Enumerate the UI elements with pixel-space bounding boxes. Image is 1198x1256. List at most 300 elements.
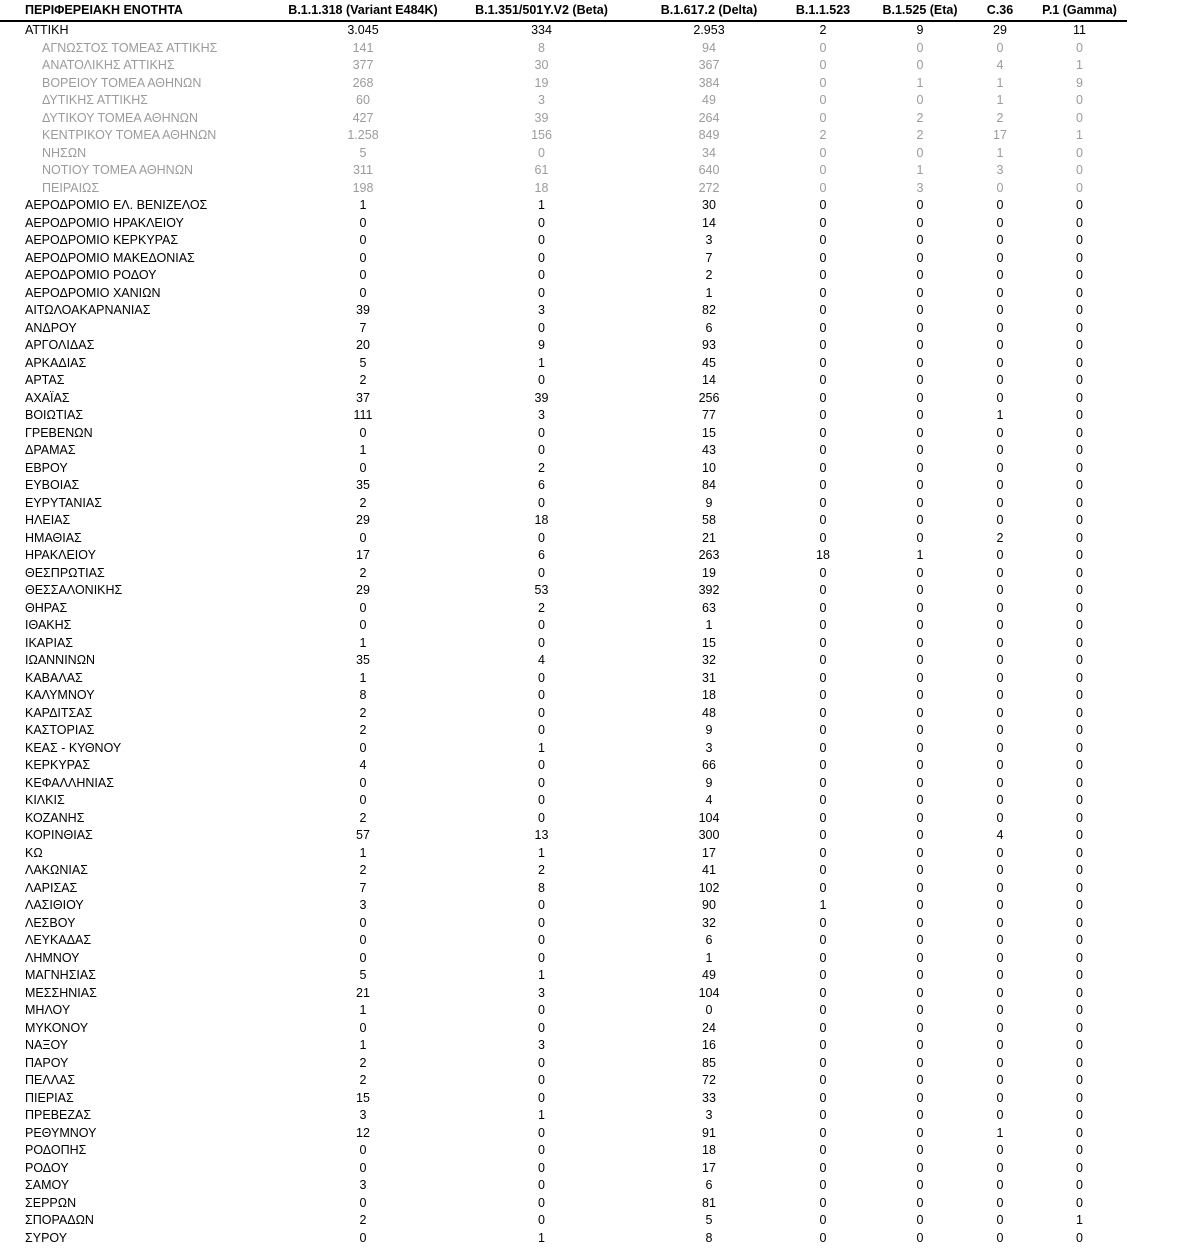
cases-eta: 0	[916, 705, 924, 720]
cases-c36: 2	[996, 110, 1004, 125]
cases-b11318: 0	[359, 775, 367, 790]
regional-unit-name: ΑΡΤΑΣ	[25, 373, 65, 387]
cases-eta: 0	[916, 443, 924, 457]
cases-b11318: 3.045	[347, 23, 379, 37]
header-variant-c36: C.36	[968, 0, 1032, 21]
regional-unit-name: ΝΟΤΙΟΥ ΤΟΜΕΑ ΑΘΗΝΩΝ	[42, 163, 194, 177]
cases-c36: 0	[996, 268, 1004, 282]
cases-b11318: 2	[359, 705, 367, 720]
cases-b11523: 0	[819, 705, 827, 720]
cases-c36: 0	[996, 933, 1004, 947]
cases-eta: 0	[916, 303, 924, 317]
regional-unit-name: ΚΕΡΚΥΡΑΣ	[25, 758, 91, 772]
cases-eta: 0	[916, 635, 924, 650]
cases-beta: 0	[538, 1073, 545, 1087]
cases-b11318: 1	[359, 443, 367, 457]
cases-delta: 45	[702, 355, 716, 370]
table-row	[0, 337, 1127, 355]
cases-b11318: 0	[359, 618, 367, 632]
cases-c36: 0	[996, 1020, 1004, 1035]
table-row	[0, 425, 1127, 443]
cases-b11523: 0	[819, 933, 827, 947]
cases-b11523: 0	[819, 58, 827, 72]
cases-b11318: 8	[359, 688, 367, 702]
cases-eta: 0	[916, 775, 924, 790]
table-subrow	[0, 180, 1127, 198]
cases-b11523: 0	[819, 1160, 827, 1175]
cases-c36: 0	[996, 1160, 1004, 1175]
cases-delta: 9	[705, 495, 713, 510]
cases-b11523: 0	[819, 915, 827, 930]
cases-gamma: 0	[1076, 985, 1083, 1000]
regional-unit-name: ΑΕΡΟΔΡΟΜΙΟ ΚΕΡΚΥΡΑΣ	[25, 233, 179, 247]
cases-gamma: 0	[1076, 583, 1083, 597]
header-variant-beta: B.1.351/501Y.V2 (Beta)	[439, 0, 644, 21]
cases-eta: 0	[916, 828, 924, 842]
cases-b11318: 0	[359, 933, 367, 947]
cases-delta: 3	[705, 233, 713, 247]
regional-unit-name: ΜΗΛΟΥ	[25, 1003, 71, 1017]
cases-beta: 0	[538, 285, 545, 300]
cases-delta: 5	[705, 1213, 713, 1227]
cases-beta: 13	[534, 828, 549, 842]
cases-b11318: 7	[359, 320, 367, 335]
cases-eta: 0	[916, 810, 924, 825]
cases-delta: 63	[702, 600, 716, 615]
cases-b11318: 0	[359, 285, 367, 300]
cases-beta: 3	[538, 93, 545, 107]
cases-beta: 2	[538, 600, 545, 615]
cases-beta: 18	[534, 513, 549, 527]
cases-eta: 1	[916, 163, 924, 177]
table-row	[0, 1195, 1127, 1213]
cases-delta: 19	[702, 565, 716, 580]
table-header-row	[0, 0, 1127, 21]
cases-beta: 0	[538, 1195, 545, 1210]
regional-unit-name: ΑΙΤΩΛΟΑΚΑΡΝΑΝΙΑΣ	[25, 303, 151, 317]
cases-b11318: 2	[359, 565, 367, 580]
regional-unit-name: ΣΑΜΟΥ	[25, 1178, 70, 1192]
regional-unit-name: ΚΑΒΑΛΑΣ	[25, 670, 83, 685]
cases-b11523: 0	[819, 845, 827, 860]
cases-c36: 0	[996, 180, 1004, 195]
table-row	[0, 792, 1127, 810]
header-variant-b11318: B.1.1.318 (Variant E484K)	[287, 0, 439, 21]
cases-b11318: 21	[356, 985, 370, 1000]
cases-eta: 0	[916, 233, 924, 247]
cases-gamma: 0	[1076, 530, 1083, 545]
cases-eta: 0	[916, 1125, 924, 1140]
cases-gamma: 1	[1076, 1213, 1083, 1227]
cases-gamma: 0	[1076, 1160, 1083, 1175]
cases-beta: 0	[538, 898, 545, 912]
cases-beta: 0	[538, 268, 545, 282]
cases-delta: 21	[702, 530, 716, 545]
cases-delta: 16	[702, 1038, 716, 1052]
cases-eta: 0	[916, 338, 924, 352]
cases-gamma: 0	[1076, 198, 1083, 212]
cases-beta: 0	[538, 618, 545, 632]
cases-b11523: 0	[819, 1073, 827, 1087]
table-row	[0, 705, 1127, 723]
cases-b11318: 377	[352, 58, 374, 72]
cases-eta: 0	[916, 355, 924, 370]
cases-delta: 91	[702, 1125, 716, 1140]
regional-unit-name: ΛΕΥΚΑΔΑΣ	[25, 933, 92, 947]
cases-gamma: 0	[1076, 828, 1083, 842]
cases-delta: 41	[702, 863, 716, 877]
cases-beta: 0	[538, 1055, 545, 1070]
regional-unit-name: ΜΕΣΣΗΝΙΑΣ	[25, 985, 97, 1000]
cases-eta: 0	[916, 933, 924, 947]
cases-delta: 14	[702, 373, 716, 387]
table-row	[0, 302, 1127, 320]
cases-b11318: 5	[359, 145, 367, 160]
cases-b11318: 311	[353, 163, 373, 177]
cases-c36: 0	[996, 1213, 1004, 1227]
cases-beta: 0	[538, 775, 545, 790]
cases-eta: 0	[916, 1143, 924, 1157]
cases-b11523: 0	[819, 320, 827, 335]
cases-b11318: 35	[356, 653, 370, 667]
regional-unit-name: ΑΕΡΟΔΡΟΜΙΟ ΕΛ. ΒΕΝΙΖΕΛΟΣ	[25, 198, 208, 212]
cases-b11318: 7	[359, 880, 367, 895]
cases-beta: 8	[538, 880, 545, 895]
regional-unit-name: ΣΠΟΡΑΔΩΝ	[25, 1213, 94, 1227]
cases-delta: 18	[702, 1143, 716, 1157]
cases-delta: 1	[705, 618, 713, 632]
cases-c36: 1	[996, 93, 1004, 107]
cases-delta: 2	[705, 268, 713, 282]
cases-b11523: 0	[819, 618, 827, 632]
cases-c36: 1	[996, 1125, 1004, 1140]
cases-gamma: 0	[1076, 303, 1083, 317]
cases-eta: 0	[916, 40, 924, 55]
table-subrow	[0, 162, 1127, 180]
cases-beta: 3	[538, 303, 545, 317]
cases-b11523: 0	[819, 180, 827, 195]
cases-c36: 0	[996, 670, 1004, 685]
table-row	[0, 985, 1127, 1003]
cases-b11318: 1	[359, 670, 367, 685]
cases-gamma: 0	[1076, 40, 1083, 55]
cases-b11318: 0	[359, 740, 367, 755]
table-row	[0, 320, 1127, 338]
cases-delta: 367	[698, 58, 720, 72]
cases-gamma: 0	[1076, 285, 1083, 300]
cases-gamma: 0	[1076, 635, 1083, 650]
regional-unit-name: ΒΟΡΕΙΟΥ ΤΟΜΕΑ ΑΘΗΝΩΝ	[42, 75, 202, 90]
regional-unit-name: ΕΥΡΥΤΑΝΙΑΣ	[25, 495, 102, 510]
regional-unit-name: ΗΡΑΚΛΕΙΟΥ	[25, 548, 96, 562]
regional-unit-name: ΘΕΣΣΑΛΟΝΙΚΗΣ	[25, 583, 123, 597]
cases-gamma: 0	[1076, 880, 1083, 895]
cases-b11523: 0	[819, 478, 827, 492]
regional-unit-name: ΗΛΕΙΑΣ	[25, 513, 71, 527]
table-row	[0, 722, 1127, 740]
cases-b11318: 12	[356, 1125, 370, 1140]
cases-b11523: 0	[819, 1230, 827, 1245]
header-variant-delta: B.1.617.2 (Delta)	[644, 0, 774, 21]
cases-gamma: 0	[1076, 793, 1083, 807]
cases-eta: 0	[916, 320, 924, 335]
regional-unit-name: ΚΑΣΤΟΡΙΑΣ	[25, 723, 95, 737]
cases-beta: 39	[534, 390, 549, 405]
cases-b11318: 17	[356, 548, 370, 562]
cases-c36: 1	[996, 145, 1004, 160]
cases-gamma: 0	[1076, 1073, 1083, 1087]
cases-c36: 0	[996, 460, 1004, 475]
cases-delta: 48	[702, 705, 716, 720]
cases-gamma: 0	[1076, 338, 1083, 352]
cases-eta: 0	[916, 58, 924, 72]
cases-gamma: 0	[1076, 110, 1083, 125]
cases-c36: 0	[996, 355, 1004, 370]
cases-b11318: 2	[359, 1213, 367, 1227]
cases-b11523: 0	[819, 1055, 827, 1070]
cases-b11523: 0	[819, 460, 827, 475]
regional-unit-name: ΑΕΡΟΔΡΟΜΙΟ ΗΡΑΚΛΕΙΟΥ	[25, 215, 184, 230]
cases-beta: 0	[538, 1213, 545, 1227]
cases-b11523: 0	[819, 1178, 827, 1192]
table-row	[0, 285, 1127, 303]
cases-c36: 0	[996, 915, 1004, 930]
cases-b11523: 0	[819, 880, 827, 895]
table-row	[0, 967, 1127, 985]
cases-gamma: 0	[1076, 408, 1083, 422]
cases-delta: 30	[702, 198, 716, 212]
cases-b11523: 0	[819, 285, 827, 300]
cases-beta: 3	[538, 408, 545, 422]
regional-unit-name: ΒΟΙΩΤΙΑΣ	[25, 408, 84, 422]
table-row	[0, 1212, 1127, 1230]
cases-eta: 0	[916, 565, 924, 580]
cases-b11523: 0	[819, 1213, 827, 1227]
cases-c36: 1	[996, 75, 1004, 90]
cases-beta: 39	[534, 110, 549, 125]
cases-gamma: 0	[1076, 845, 1083, 860]
regional-unit-name: ΠΑΡΟΥ	[25, 1055, 69, 1070]
regional-unit-name: ΚΙΛΚΙΣ	[25, 793, 65, 807]
cases-c36: 0	[996, 793, 1004, 807]
cases-gamma: 0	[1076, 145, 1083, 160]
regional-unit-name: ΔΥΤΙΚΗΣ ΑΤΤΙΚΗΣ	[42, 93, 148, 107]
cases-b11318: 35	[356, 478, 370, 492]
cases-c36: 0	[996, 810, 1004, 825]
cases-b11523: 0	[819, 758, 827, 772]
cases-c36: 0	[996, 968, 1004, 982]
cases-c36: 0	[996, 845, 1004, 860]
cases-c36: 0	[996, 250, 1004, 265]
regional-unit-name: ΑΝΔΡΟΥ	[25, 320, 77, 335]
cases-b11318: 0	[359, 600, 367, 615]
cases-c36: 0	[996, 215, 1004, 230]
cases-delta: 32	[702, 653, 716, 667]
cases-eta: 0	[916, 1038, 924, 1052]
cases-b11523: 0	[819, 215, 827, 230]
cases-beta: 0	[538, 565, 545, 580]
cases-b11523: 0	[819, 250, 827, 265]
table-row	[0, 512, 1127, 530]
cases-eta: 0	[916, 758, 924, 772]
table-row	[0, 267, 1127, 285]
cases-b11523: 0	[819, 863, 827, 877]
cases-delta: 6	[705, 320, 713, 335]
cases-b11523: 0	[819, 163, 827, 177]
cases-c36: 0	[996, 705, 1004, 720]
cases-b11318: 2	[359, 723, 367, 737]
table-row	[0, 215, 1127, 233]
cases-beta: 1	[538, 968, 545, 982]
cases-b11318: 1	[359, 1038, 367, 1052]
cases-eta: 0	[916, 583, 924, 597]
cases-gamma: 0	[1076, 320, 1083, 335]
cases-c36: 4	[996, 58, 1004, 72]
table-row	[0, 950, 1127, 968]
table-row	[0, 635, 1127, 653]
cases-b11523: 0	[819, 1108, 827, 1122]
cases-b11318: 198	[352, 180, 374, 195]
cases-b11523: 0	[819, 950, 827, 965]
cases-beta: 0	[538, 1178, 545, 1192]
cases-c36: 0	[996, 898, 1004, 912]
cases-gamma: 0	[1076, 653, 1083, 667]
regional-unit-name: ΡΕΘΥΜΝΟΥ	[25, 1125, 97, 1140]
cases-beta: 1	[538, 1108, 545, 1122]
cases-c36: 0	[996, 880, 1004, 895]
cases-c36: 0	[996, 583, 1004, 597]
cases-eta: 0	[916, 915, 924, 930]
cases-eta: 0	[916, 373, 924, 387]
cases-b11523: 0	[819, 1125, 827, 1140]
table-row	[0, 862, 1127, 880]
table-body	[0, 21, 1127, 1247]
cases-delta: 49	[702, 968, 716, 982]
cases-b11523: 0	[819, 373, 827, 387]
table-row	[0, 827, 1127, 845]
cases-b11318: 0	[359, 233, 367, 247]
cases-gamma: 0	[1076, 915, 1083, 930]
table-row	[0, 1072, 1127, 1090]
cases-eta: 0	[916, 618, 924, 632]
header-variant-eta: B.1.525 (Eta)	[872, 0, 968, 21]
cases-gamma: 0	[1076, 1230, 1083, 1245]
cases-gamma: 1	[1076, 58, 1083, 72]
cases-eta: 0	[916, 1108, 924, 1122]
cases-beta: 3	[538, 985, 545, 1000]
cases-delta: 384	[698, 75, 720, 90]
cases-b11523: 0	[819, 1020, 827, 1035]
table-row	[0, 582, 1127, 600]
cases-eta: 0	[916, 425, 924, 440]
cases-c36: 0	[996, 548, 1004, 562]
regional-unit-name: ΚΟΡΙΝΘΙΑΣ	[25, 828, 93, 842]
regional-unit-name: ΑΕΡΟΔΡΟΜΙΟ ΧΑΝΙΩΝ	[25, 285, 161, 300]
cases-b11523: 0	[819, 985, 827, 1000]
cases-b11523: 0	[819, 303, 827, 317]
cases-beta: 0	[538, 425, 545, 440]
cases-b11523: 0	[819, 1195, 827, 1210]
table-row	[0, 1142, 1127, 1160]
cases-gamma: 0	[1076, 1003, 1083, 1017]
regional-unit-name: ΓΡΕΒΕΝΩΝ	[25, 425, 93, 440]
cases-b11318: 15	[356, 1090, 370, 1105]
cases-gamma: 0	[1076, 460, 1083, 475]
cases-beta: 0	[538, 688, 545, 702]
cases-gamma: 0	[1076, 1038, 1083, 1052]
cases-gamma: 0	[1076, 618, 1083, 632]
header-variant-gamma: P.1 (Gamma)	[1032, 0, 1127, 21]
cases-b11318: 2	[359, 495, 367, 510]
cases-beta: 0	[538, 373, 545, 387]
cases-delta: 104	[698, 985, 720, 1000]
cases-eta: 0	[916, 863, 924, 877]
table-row	[0, 250, 1127, 268]
cases-delta: 77	[702, 408, 716, 422]
regional-unit-name: ΚΩ	[25, 845, 43, 860]
cases-c36: 0	[996, 1055, 1004, 1070]
regional-unit-name: ΜΑΓΝΗΣΙΑΣ	[25, 968, 96, 982]
cases-c36: 0	[996, 653, 1004, 667]
cases-b11318: 268	[352, 75, 374, 90]
cases-beta: 0	[538, 443, 545, 457]
cases-b11523: 0	[819, 810, 827, 825]
regional-unit-name: ΑΤΤΙΚΗ	[25, 23, 69, 37]
cases-gamma: 0	[1076, 250, 1083, 265]
regional-unit-name: ΘΕΣΠΡΩΤΙΑΣ	[25, 565, 105, 580]
cases-b11318: 5	[359, 355, 367, 370]
regional-unit-name: ΔΡΑΜΑΣ	[25, 443, 76, 457]
table-row	[0, 915, 1127, 933]
cases-c36: 0	[996, 373, 1004, 387]
cases-beta: 0	[538, 1160, 545, 1175]
cases-b11523: 0	[819, 233, 827, 247]
cases-delta: 272	[698, 180, 720, 195]
cases-delta: 1	[705, 950, 713, 965]
cases-delta: 300	[698, 828, 720, 842]
table-row	[0, 1107, 1127, 1125]
cases-eta: 0	[916, 985, 924, 1000]
cases-c36: 0	[996, 233, 1004, 247]
regional-unit-name: ΚΕΦΑΛΛΗΝΙΑΣ	[25, 775, 114, 790]
regional-unit-name: ΑΝΑΤΟΛΙΚΗΣ ΑΤΤΙΚΗΣ	[42, 58, 175, 72]
table-row	[0, 617, 1127, 635]
cases-beta: 30	[534, 58, 549, 72]
cases-delta: 85	[702, 1055, 716, 1070]
cases-gamma: 0	[1076, 670, 1083, 685]
cases-b11523: 0	[819, 1003, 827, 1017]
cases-delta: 84	[702, 478, 716, 492]
cases-c36: 4	[996, 828, 1004, 842]
cases-b11523: 0	[819, 1090, 827, 1105]
regional-unit-name: ΚΑΡΔΙΤΣΑΣ	[25, 705, 93, 720]
cases-b11523: 0	[819, 828, 827, 842]
cases-delta: 90	[702, 898, 716, 912]
cases-eta: 0	[916, 1055, 924, 1070]
cases-b11523: 0	[819, 390, 827, 405]
cases-beta: 334	[531, 23, 552, 37]
cases-delta: 66	[702, 758, 716, 772]
cases-beta: 0	[538, 950, 545, 965]
cases-b11523: 0	[819, 775, 827, 790]
cases-b11318: 3	[359, 1178, 367, 1192]
cases-gamma: 0	[1076, 600, 1083, 615]
cases-delta: 93	[702, 338, 716, 352]
cases-b11523: 0	[819, 408, 827, 422]
cases-delta: 17	[702, 1160, 716, 1175]
cases-b11523: 0	[819, 443, 827, 457]
cases-c36: 0	[996, 635, 1004, 650]
